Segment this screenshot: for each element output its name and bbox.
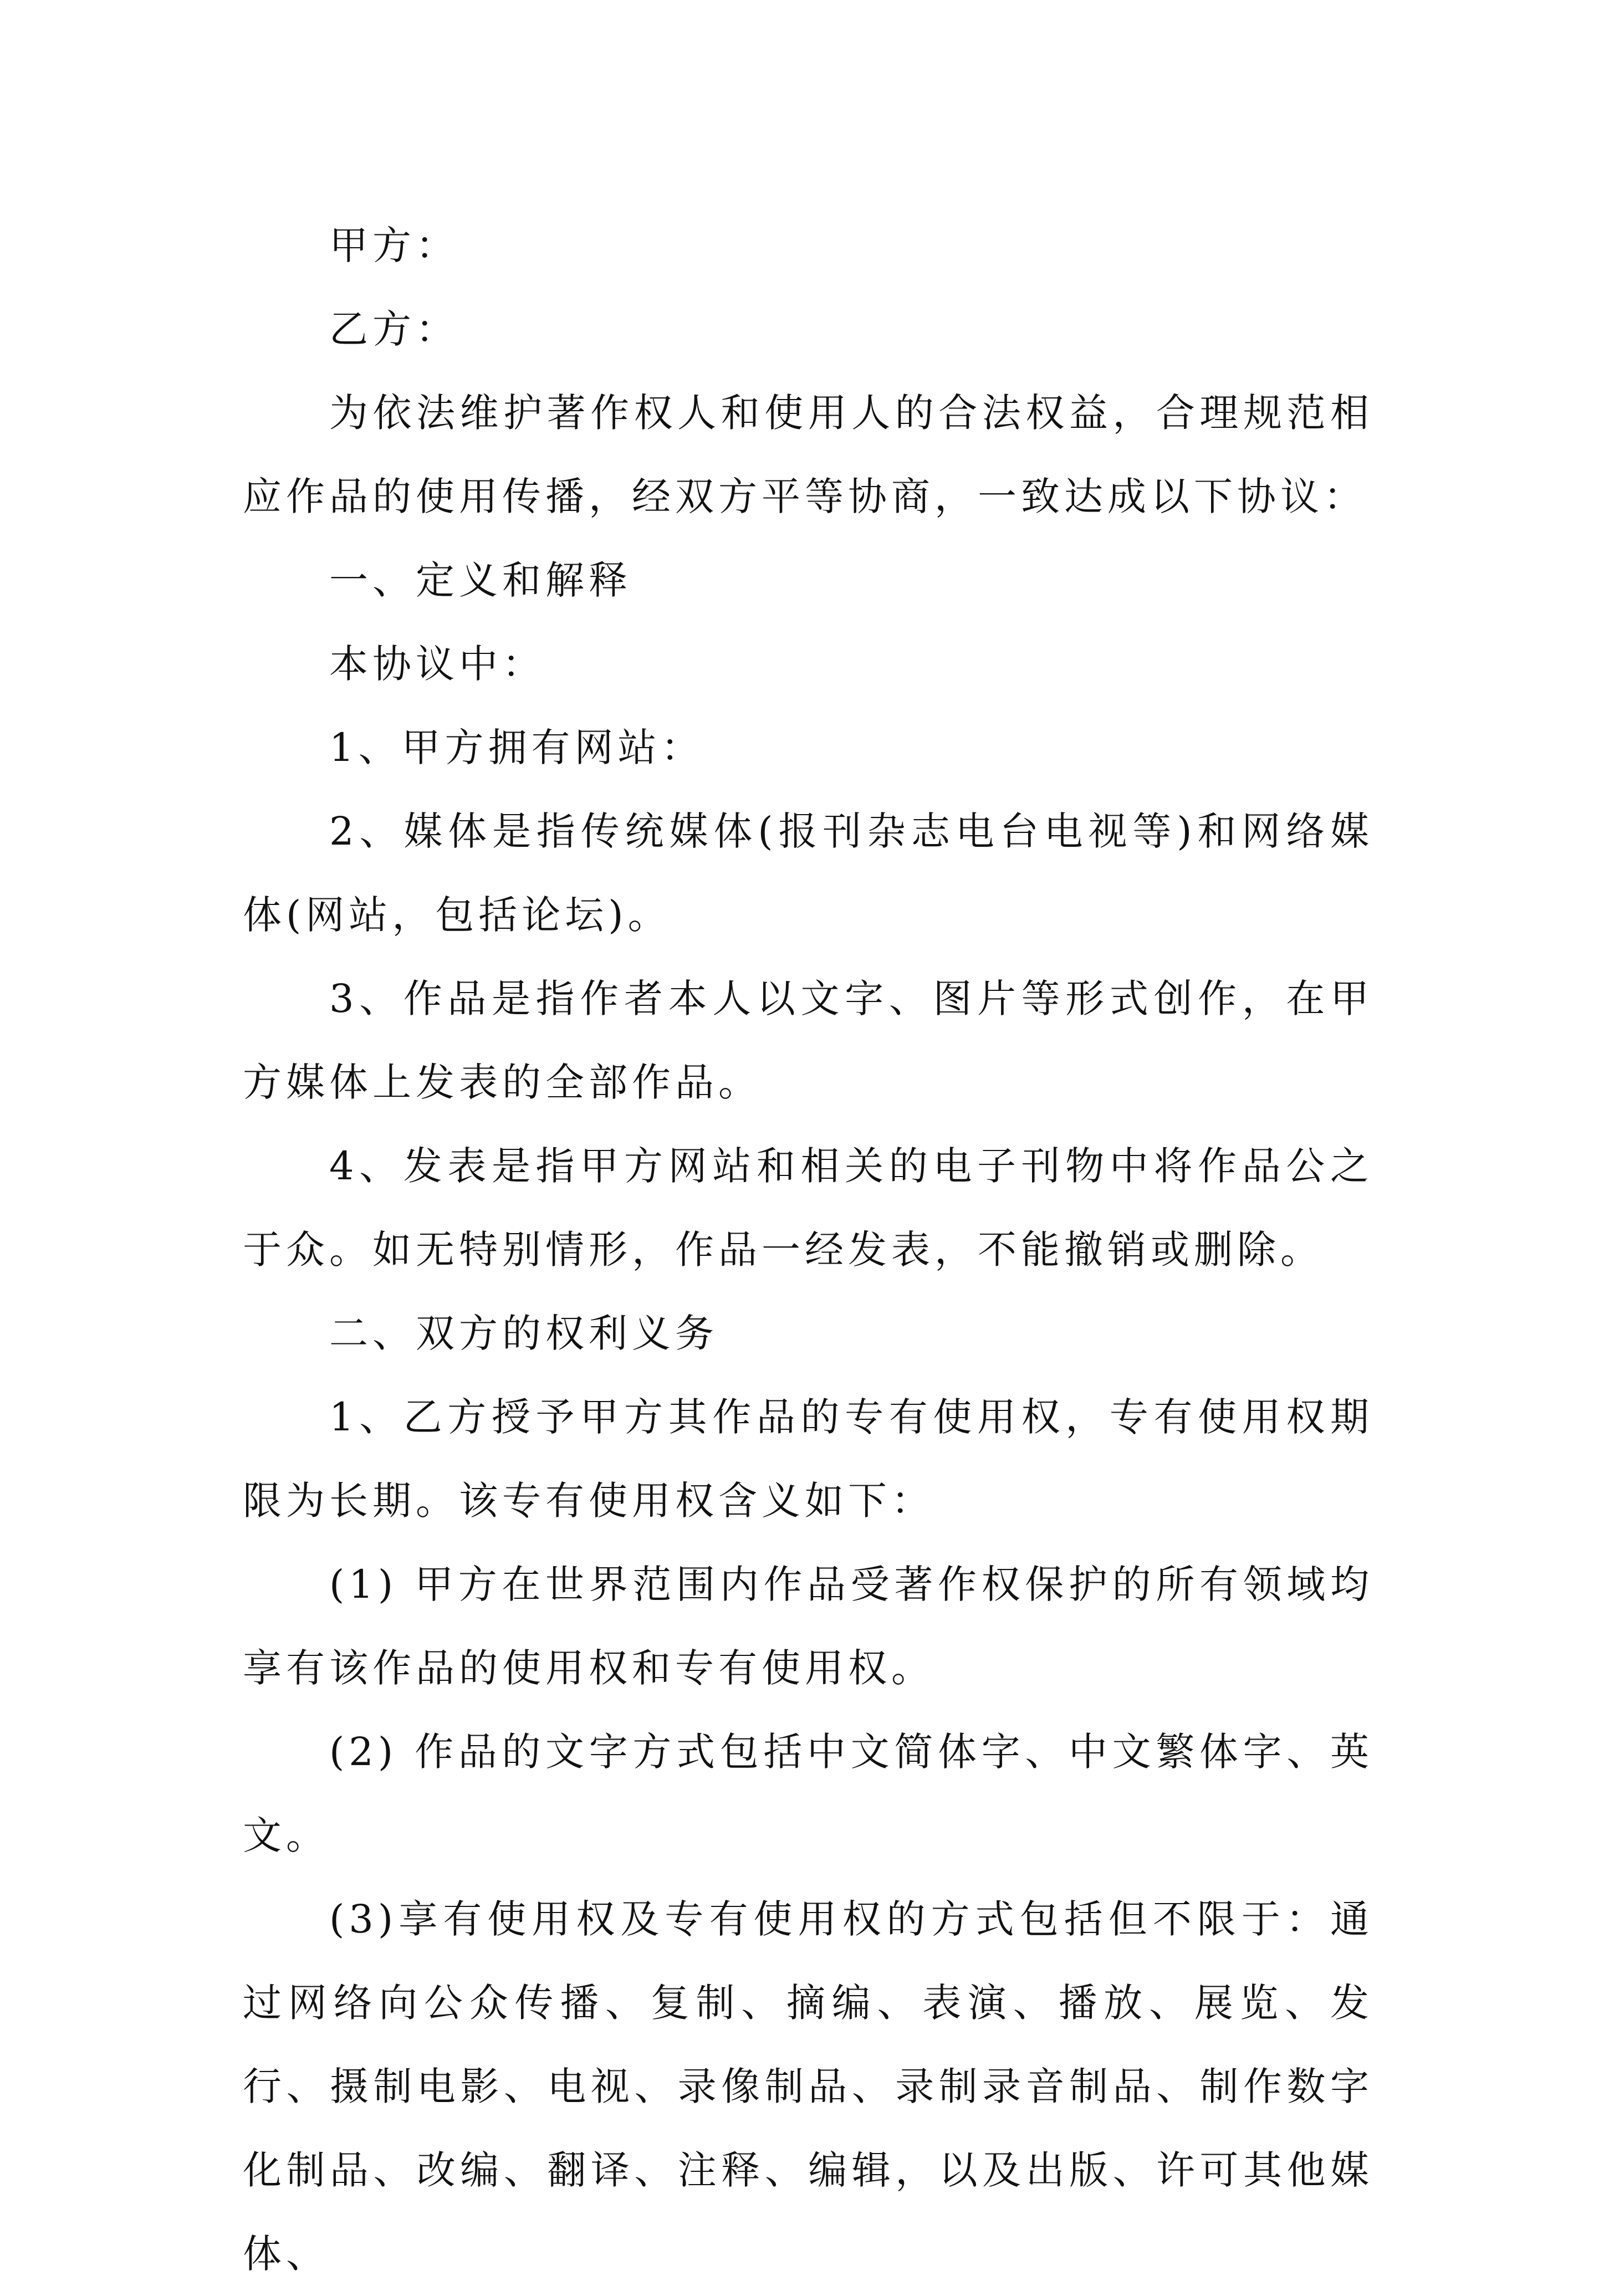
document-body: [243, 204, 1373, 2296]
preamble-paragraph: 为依法维护著作权人和使用人的合法权益，合理规范相应作品的使用传播，经双方平等协商，一致达成以下协议：: [243, 390, 1373, 519]
rights-subitem-3: (3)享有使用权及专有使用权的方式包括但不限于：通过网络向公众传播、复制、摘编、表演、播放、展览、发行、摄制电影、电视、录像制品、录制录音制品、制作数字化制品、改编、翻译、注释、编辑，以及出版、许可其他媒体、: [243, 1896, 1373, 2277]
party-b-line: 乙方：: [329, 306, 459, 352]
rights-subitem-2: (2) 作品的文字方式包括中文简体字、中文繁体字、英文。: [243, 1729, 1373, 1858]
definitions-intro: 本协议中：: [329, 641, 545, 687]
rights-subitem-1: (1) 甲方在世界范围内作品受著作权保护的所有领域均享有该作品的使用权和专有使用权。: [243, 1562, 1373, 1691]
section-heading-definitions: 一、定义和解释: [329, 558, 632, 603]
rights-item-1: 1、乙方授予甲方其作品的专有使用权，专有使用权期限为长期。该专有使用权含义如下：: [243, 1394, 1373, 1523]
definition-item-2: 2、媒体是指传统媒体(报刊杂志电台电视等)和网络媒体(网站，包括论坛)。: [243, 809, 1373, 938]
party-a-line: 甲方：: [329, 223, 459, 268]
definition-item-1: 1、甲方拥有网站：: [329, 725, 704, 770]
definition-item-4: 4、发表是指甲方网站和相关的电子刊物中将作品公之于众。如无特别情形，作品一经发表，不能撤销或删除。: [243, 1143, 1373, 1272]
definition-item-3: 3、作品是指作者本人以文字、图片等形式创作，在甲方媒体上发表的全部作品。: [243, 976, 1373, 1105]
section-heading-rights: 二、双方的权利义务: [329, 1311, 718, 1356]
